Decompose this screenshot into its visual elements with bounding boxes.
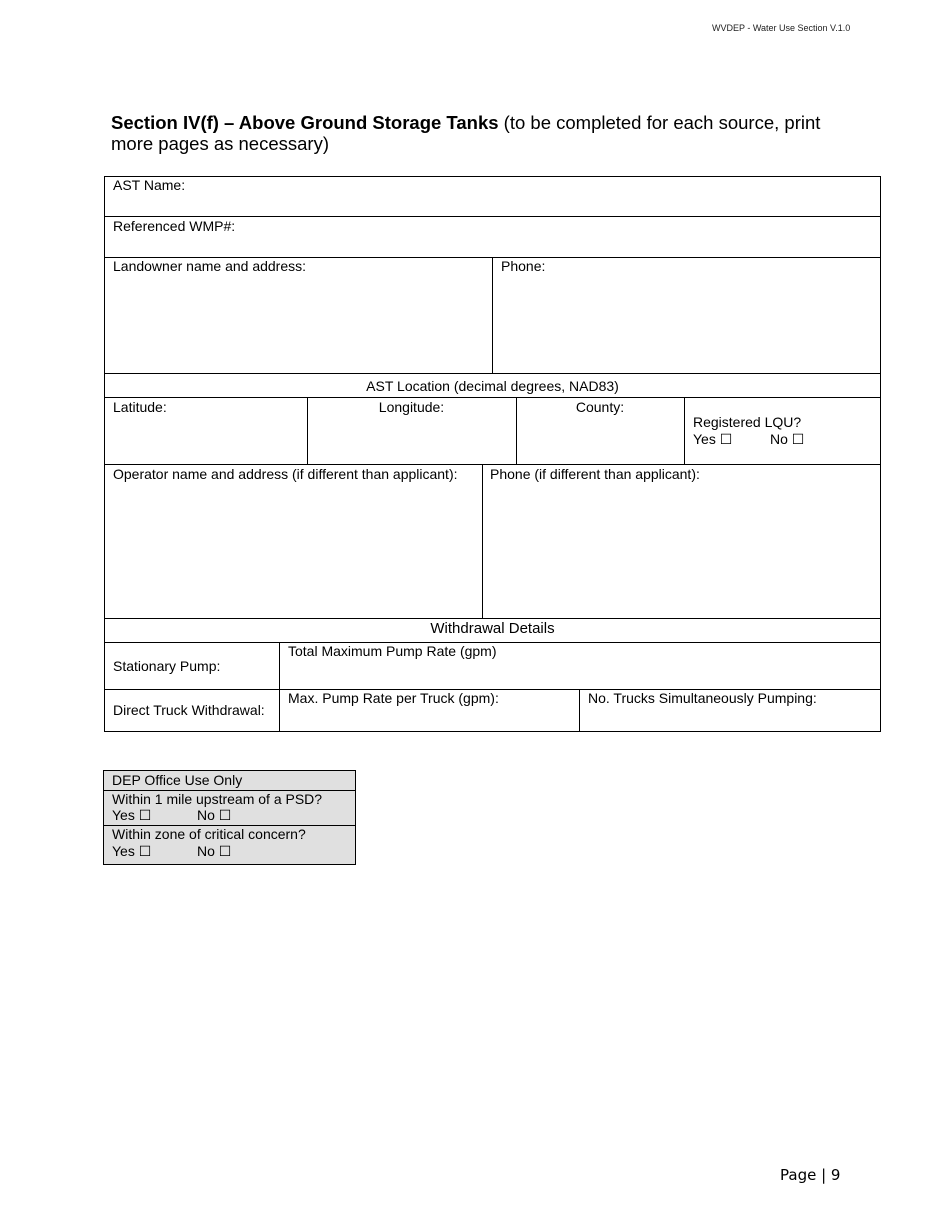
dep-header: DEP Office Use Only — [112, 772, 243, 788]
landowner-field[interactable]: Landowner name and address: — [113, 258, 307, 274]
section-title — [111, 112, 851, 154]
col-divider — [684, 397, 685, 464]
section-title-bold: Section IV(f) – Above Ground Storage Tanks — [111, 112, 499, 133]
ast-name-field[interactable]: AST Name: — [113, 177, 186, 193]
phone-field[interactable]: Phone: — [501, 258, 546, 274]
lqu-no-checkbox[interactable]: No ☐ — [770, 431, 805, 447]
section-title-note: (to be completed for each source, print more pages as necessary) — [111, 112, 821, 154]
registered-lqu-label: Registered LQU? — [693, 414, 802, 430]
col-divider — [492, 257, 493, 373]
wmp-number-field[interactable]: Referenced WMP#: — [113, 218, 236, 234]
withdrawal-header: Withdrawal Details — [430, 620, 555, 637]
dep-critical-no-checkbox[interactable]: No ☐ — [197, 843, 232, 859]
latitude-field[interactable]: Latitude: — [113, 399, 167, 415]
operator-field[interactable]: Operator name and address (if different than applicant): — [113, 466, 458, 482]
stationary-pump-label: Stationary Pump: — [113, 658, 221, 674]
county-field[interactable]: County: — [575, 399, 625, 415]
dep-psd-no-checkbox[interactable]: No ☐ — [197, 807, 232, 823]
location-header: AST Location (decimal degrees, NAD83) — [366, 378, 619, 394]
row-divider — [104, 618, 881, 619]
direct-truck-label: Direct Truck Withdrawal: — [113, 702, 265, 718]
longitude-field[interactable]: Longitude: — [378, 399, 445, 415]
dep-office-use-box — [103, 770, 356, 865]
row-divider — [104, 464, 881, 465]
col-divider — [482, 464, 483, 618]
col-divider — [579, 689, 580, 732]
operator-phone-field[interactable]: Phone (if different than applicant): — [490, 466, 700, 482]
dep-critical-question: Within zone of critical concern? — [112, 826, 306, 842]
row-divider — [104, 216, 881, 217]
max-rate-per-truck-field[interactable]: Max. Pump Rate per Truck (gpm): — [288, 690, 499, 706]
dep-psd-yes-checkbox[interactable]: Yes ☐ — [112, 807, 152, 823]
document-id: WVDEP - Water Use Section V.1.0 — [712, 23, 851, 33]
trucks-simultaneous-field[interactable]: No. Trucks Simultaneously Pumping: — [588, 690, 817, 706]
lqu-yes-checkbox[interactable]: Yes ☐ — [693, 431, 733, 447]
row-divider — [104, 397, 881, 398]
total-max-pump-rate-field[interactable]: Total Maximum Pump Rate (gpm) — [288, 643, 497, 659]
dep-psd-question: Within 1 mile upstream of a PSD? — [112, 791, 323, 807]
dep-critical-yes-checkbox[interactable]: Yes ☐ — [112, 843, 152, 859]
page-number: Page | 9 — [780, 1166, 841, 1184]
row-divider — [104, 373, 881, 374]
col-divider — [279, 642, 280, 732]
